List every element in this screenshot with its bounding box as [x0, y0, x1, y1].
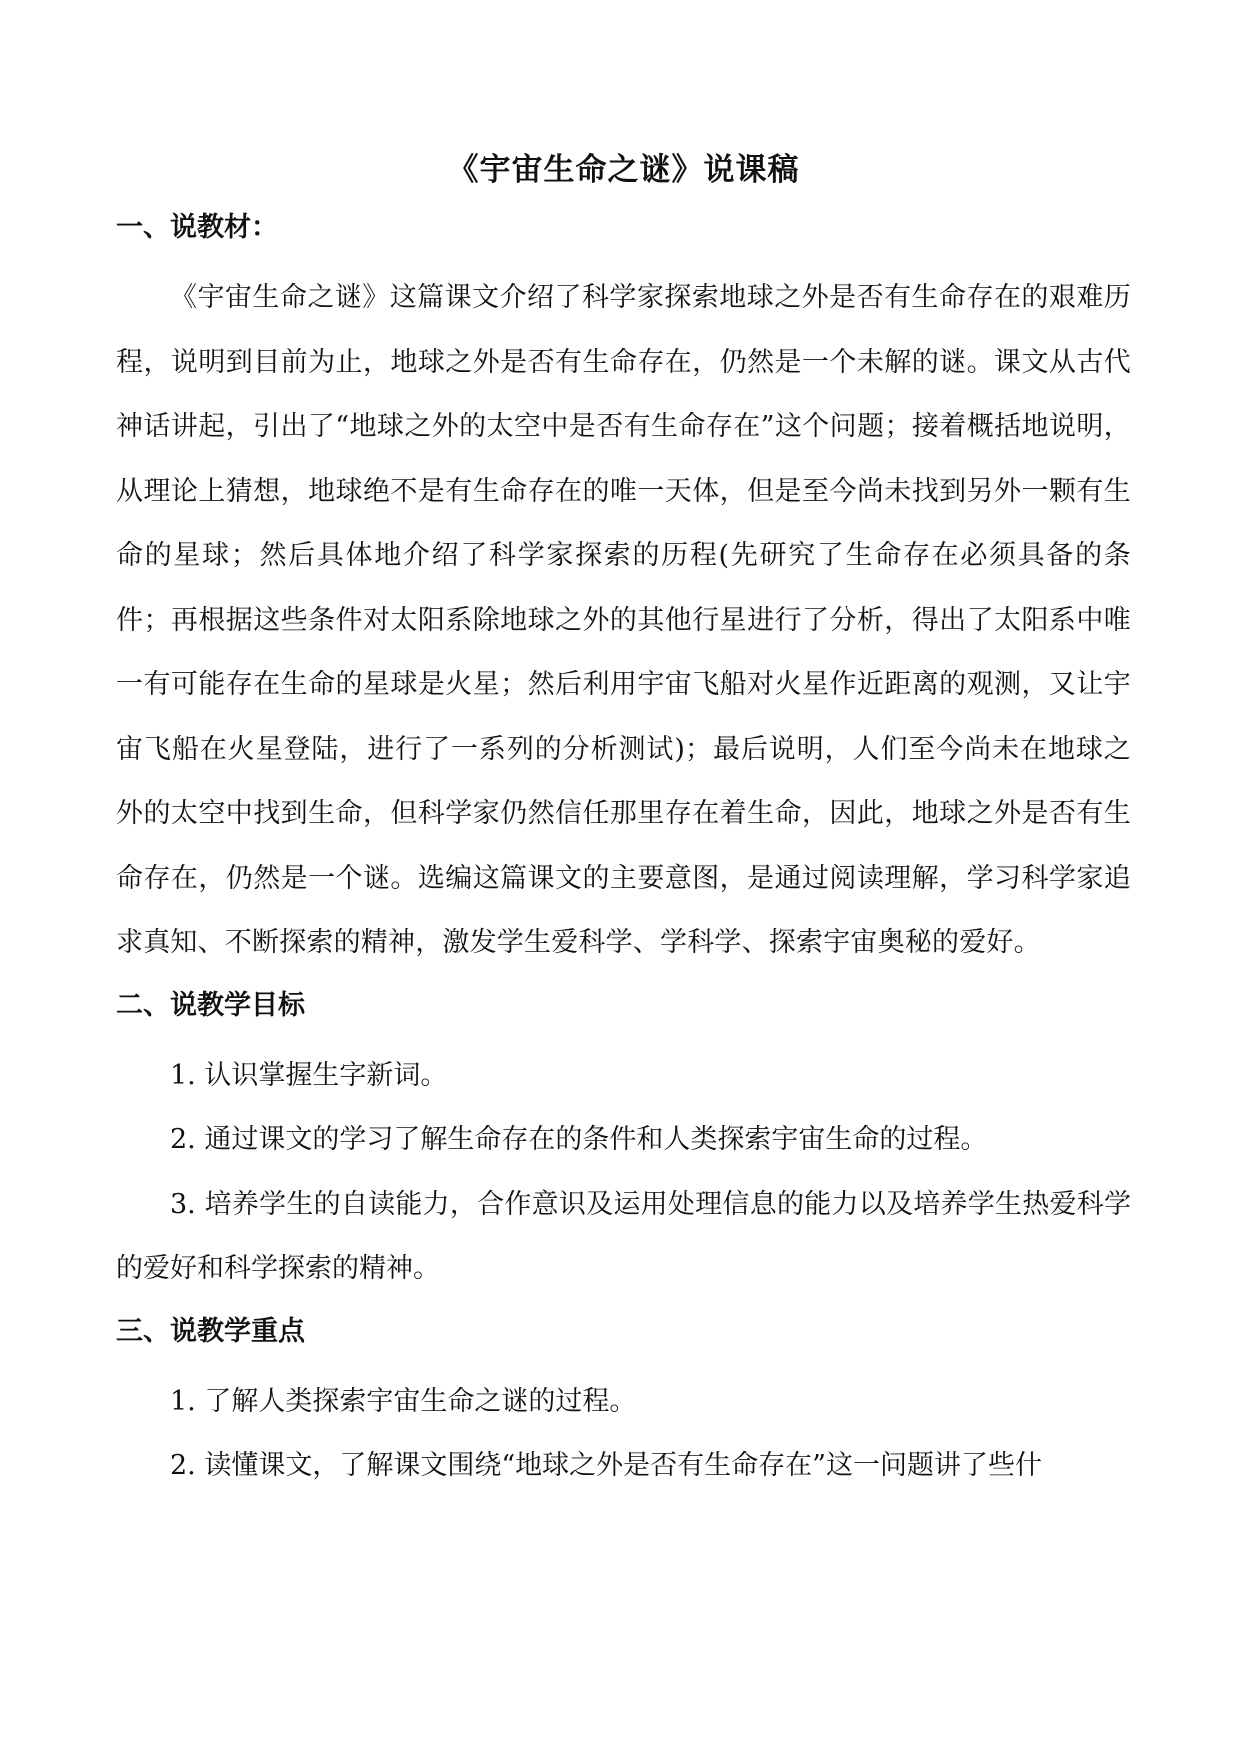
section-teaching-focus: [116, 1312, 1131, 1499]
section-teaching-goals: [116, 986, 1131, 1302]
section-heading: 一、说教材：: [116, 212, 278, 243]
list-item: 1. 认识掌握生字新词。: [170, 1059, 448, 1091]
paragraph: 《宇宙生命之谜》这篇课文介绍了科学家探索地球之外是否有生命存在的艰难历程，说明到目前为止，地球之外是否有生命存在，仍然是一个未解的谜。课文从古代神话讲起，引出了“地球之外的太空中是否有生命存在”这个问题；接着概括地说明，从理论上猜想，地球绝不是有生命存在的唯一天体，但是至今尚未找到另外一颗有生命的星球；然后具体地介绍了科学家探索的历程(先研究了生命存在必须具备的条件；再根据这些条件对太阳系除地球之外的其他行星进行了分析，得出了太阳系中唯一有可能存在生命的星球是火星；然后利用宇宙飞船对火星作近距离的观测，又让宇宙飞船在火星登陆，进行了一系列的分析测试)；最后说明，人们至今尚未在地球之外的太空中找到生命，但科学家仍然信任那里存在着生命，因此，地球之外是否有生命存在，仍然是一个谜。选编这篇课文的主要意图，是通过阅读理解，学习科学家追求真知、不断探索的精神，激发学生爱科学、学科学、探索宇宙奥秘的爱好。: [116, 282, 1131, 958]
list-item: 1. 了解人类探索宇宙生命之谜的过程。: [170, 1385, 637, 1417]
section-heading: 三、说教学重点: [116, 1315, 305, 1347]
list-item: 2. 读懂课文，了解课文围绕“地球之外是否有生命存在”这一问题讲了些什: [170, 1450, 1042, 1481]
list-item: 2. 通过课文的学习了解生命存在的条件和人类探索宇宙生命的过程。: [170, 1124, 988, 1155]
section-heading: 二、说教学目标: [116, 989, 305, 1021]
section-textbook: [116, 208, 1131, 976]
list-item: 3. 培养学生的自读能力，合作意识及运用处理信息的能力以及培养学生热爱科学的爱好和科学探索的精神。: [116, 1188, 1131, 1284]
document-title: 《宇宙生命之谜》说课稿: [447, 152, 800, 188]
